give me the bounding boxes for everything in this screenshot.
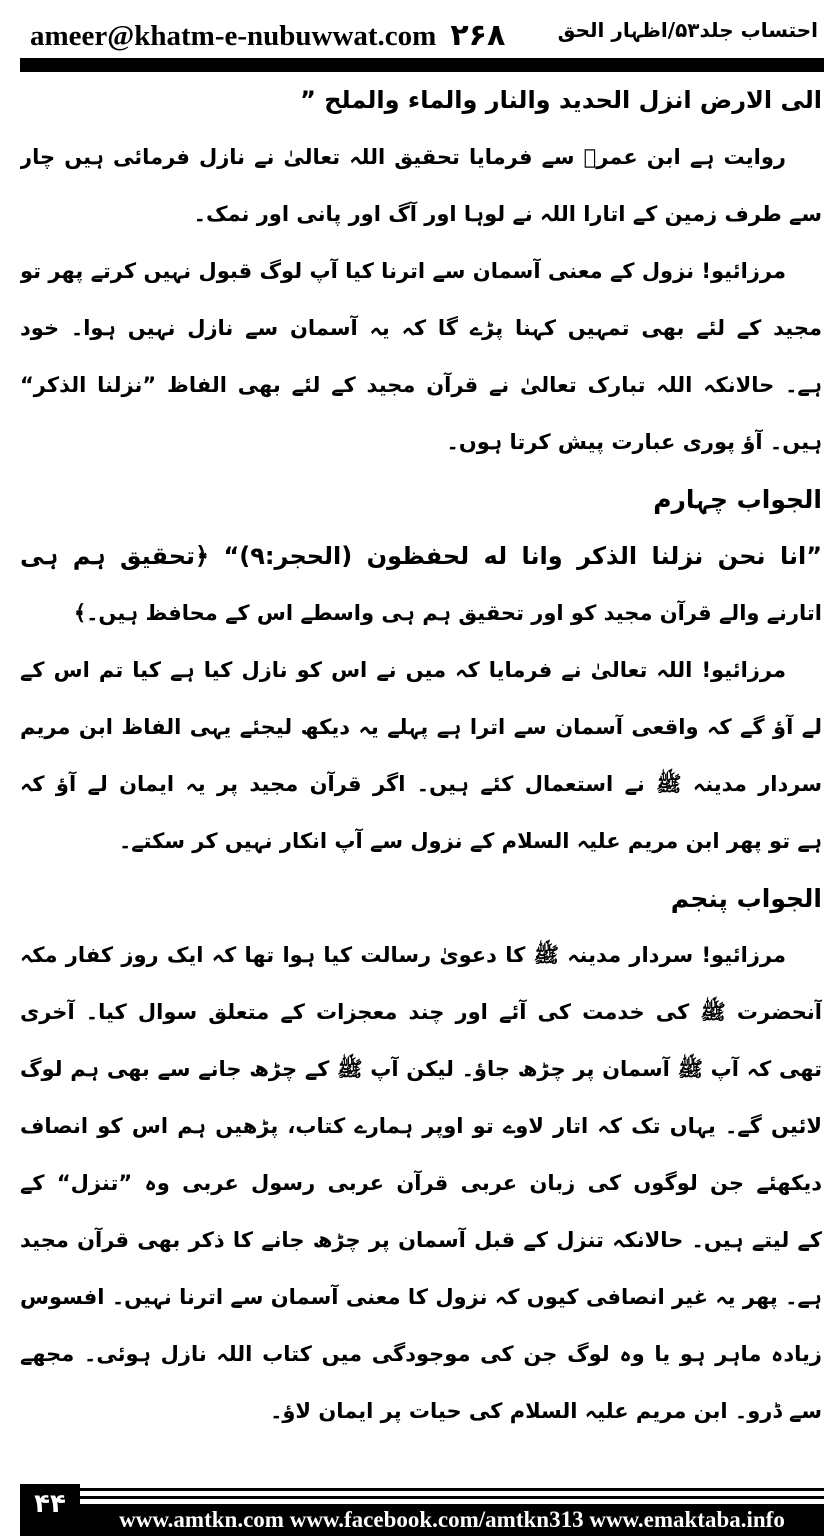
- text-line: سے ڈرو۔ ابن مریم علیہ السلام کی حیات پر ایمان لاؤ۔: [270, 1399, 822, 1423]
- text-line: اتارنے والے قرآن مجید کو اور تحقیق ہم ہی واسطے اس کے محافظ ہیں۔﴾: [73, 601, 822, 625]
- text-line: ”انا نحن نزلنا الذکر وانا له لحفظون (الحجر:۹)“ ﴿تحقیق ہم ہی: [20, 542, 822, 570]
- footer-links: www.amtkn.com www.facebook.com/amtkn313 www.emaktaba.info: [80, 1504, 824, 1536]
- text-line: ہے تو پھر ابن مریم علیہ السلام کے نزول سے آپ انکار نہیں کر سکتے۔: [118, 829, 822, 853]
- section-heading: الجواب چہارم: [653, 485, 822, 514]
- text-line: ہے۔ حالانکہ اللہ تبارک تعالیٰ نے قرآن مجید کے لئے بھی الفاظ ”نزلنا الذکر“: [20, 373, 822, 397]
- book-title: احتساب جلد۵۳/اظہار الحق: [557, 18, 818, 42]
- footer-rule: [80, 1488, 824, 1491]
- text-line: زیادہ ماہر ہو یا وہ لوگ جن کی موجودگی میں کتاب اللہ نازل ہوئی۔ مجھے: [20, 1342, 822, 1366]
- footer-volume-page: ۴۴: [20, 1484, 80, 1536]
- text-line: آنحضرت ﷺ کی خدمت کی آئے اور چند معجزات کے متعلق سوال کیا۔ آخری: [20, 1000, 822, 1024]
- text-line: سردار مدینہ ﷺ نے استعمال کئے ہیں۔ اگر قرآن مجید پر یہ ایمان لے آؤ کہ: [20, 772, 822, 796]
- text-line: مرزائیو! نزول کے معنی آسمان سے اترنا کیا آپ لوگ قبول نہیں کرتے پھر تو: [20, 259, 786, 283]
- text-line: ہے۔ پھر یہ غیر انصافی کیوں کہ نزول کا معنی آسمان سے اترنا نہیں۔ افسوس: [20, 1285, 822, 1309]
- text-line: کے لیتے ہیں۔ حالانکہ تنزل کے قبل آسمان پر چڑھ جانے کا ذکر بھی قرآن مجید: [20, 1228, 822, 1252]
- text-line: تھی کہ آپ ﷺ آسمان پر چڑھ جاؤ۔ لیکن آپ ﷺ کے چڑھ جانے سے بھی ہم لوگ: [20, 1057, 822, 1081]
- text-line: مرزائیو! اللہ تعالیٰ نے فرمایا کہ میں نے اس کو نازل کیا ہے کیا تم اس کے: [20, 658, 786, 682]
- header-rule: [20, 58, 824, 72]
- text-line: مجید کے لئے بھی تمہیں کہنا پڑے گا کہ یہ آسمان سے نازل نہیں ہوا۔ خود: [20, 316, 822, 340]
- text-line: مرزائیو! سردار مدینہ ﷺ کا دعویٰ رسالت کیا ہوا تھا کہ ایک روز کفار مکہ: [20, 943, 786, 967]
- footer-rule: [80, 1496, 824, 1499]
- text-line: لائیں گے۔ یہاں تک کہ اتار لاوے تو اوپر ہمارے کتاب، پڑھیں ہم اس کو انصاف: [20, 1114, 822, 1138]
- text-line: لے آؤ گے کہ واقعی آسمان سے اترا ہے پہلے یہ دیکھ لیجئے یہی الفاظ ابن مریم: [20, 715, 822, 739]
- section-heading: الجواب پنجم: [670, 884, 822, 913]
- text-line: ہیں۔ آؤ پوری عبارت پیش کرتا ہوں۔: [446, 430, 822, 454]
- text-line: سے طرف زمین کے اتارا اللہ نے لوہا اور آگ اور پانی اور نمک۔: [193, 202, 822, 226]
- page-body: [20, 72, 822, 1440]
- email-text: ameer@khatm-e-nubuwwat.com: [30, 20, 437, 52]
- page-number: ۲۶۸: [450, 18, 506, 53]
- header-email: [30, 18, 505, 53]
- arabic-quote-heading: الی الارض انزل الحدید والنار والماء والملح ”: [300, 86, 822, 114]
- text-line: دیکھئے جن لوگوں کی زبان عربی قرآن عربی رسول عربی وہ ”تنزل“ کے: [20, 1171, 822, 1195]
- text-line: روایت ہے ابن عمرؓ سے فرمایا تحقیق اللہ تعالیٰ نے نازل فرمائی ہیں چار: [20, 145, 786, 169]
